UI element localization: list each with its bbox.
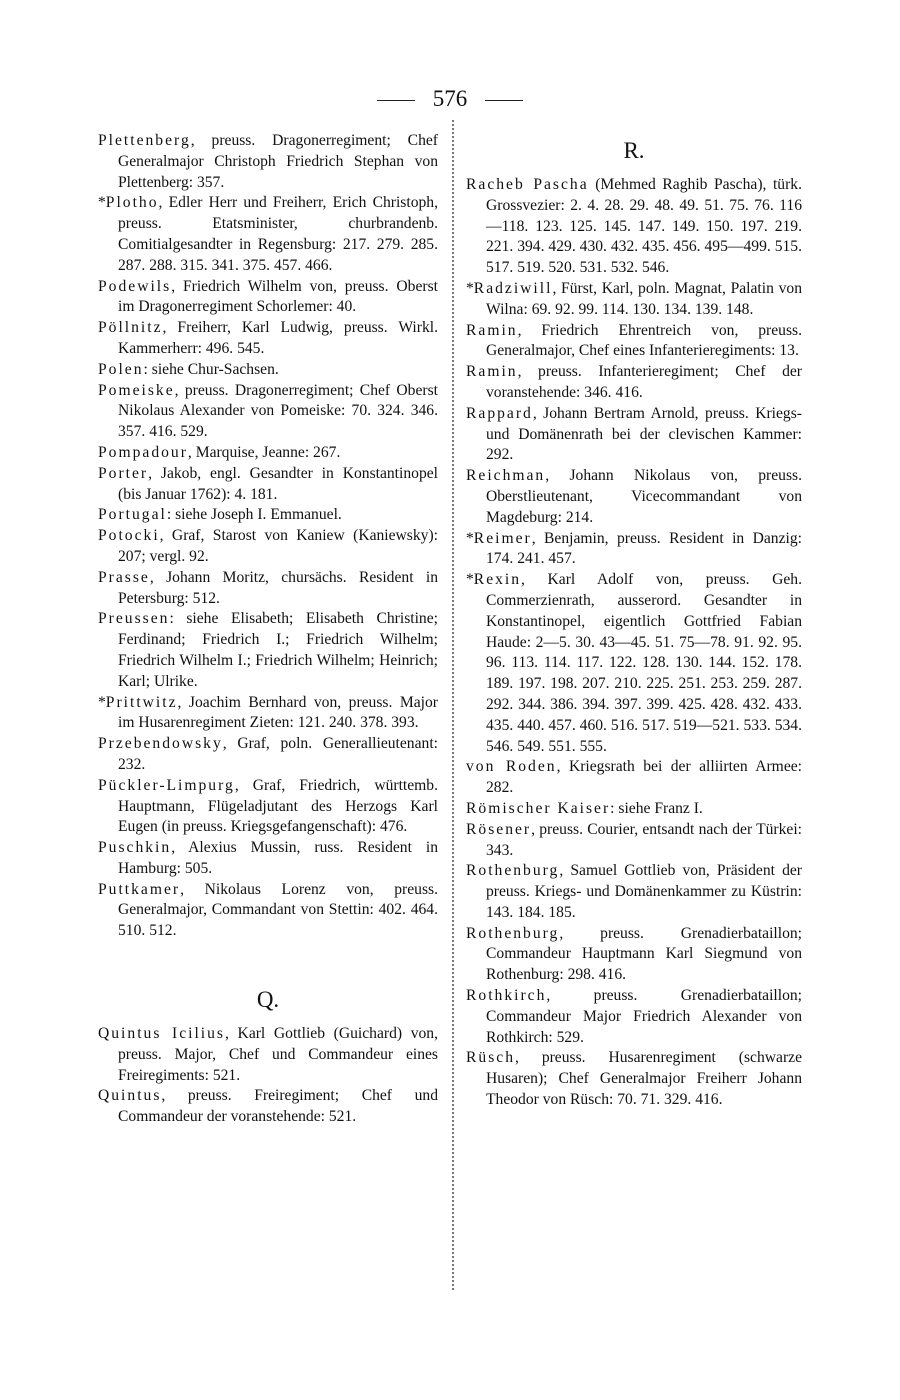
- index-entry: [98, 443, 438, 464]
- entry-term: Pompadour: [98, 443, 188, 461]
- entry-term: Römischer Kaiser: [466, 799, 611, 817]
- entry-text: , Graf, Friedrich, württemb. Hauptmann, Flügeladjutant des Herzogs Karl Eugen (in preuss. Kriegsgefangenschaft): 476.: [118, 776, 438, 836]
- entry-text: , Freiherr, Karl Ludwig, preuss. Wirkl. Kammerherr: 496. 545.: [118, 319, 438, 357]
- index-entry: [98, 360, 438, 381]
- index-entry: [98, 776, 438, 838]
- entry-text: , preuss. Dragonerregiment; Chef Generalmajor Christoph Friedrich Stephan von Plettenberg: 357.: [118, 132, 438, 191]
- index-entry: [98, 880, 438, 942]
- entry-term: Puttkamer: [98, 880, 181, 898]
- index-entry: [466, 986, 802, 1048]
- entry-text: , Johann Moritz, chursächs. Resident in Petersburg: 512.: [118, 568, 438, 607]
- index-entry: [466, 570, 802, 757]
- entry-text: , Samuel Gottlieb von, Präsident der preuss. Kriegs- und Domänenkammer zu Küstrin: 143. 184. 185.: [486, 862, 802, 921]
- entry-term: Pöllnitz: [98, 319, 163, 337]
- entry-text: , preuss. Grenadierbataillon; Commandeur Hauptmann Karl Siegmund von Rothenburg: 298. 416.: [486, 924, 802, 984]
- entry-term: Reimer: [473, 529, 532, 547]
- index-entry: [466, 466, 802, 528]
- entry-text: , Karl Adolf von, preuss. Geh. Commerzienrath, ausserord. Gesandter in Konstantinopel, eigentlich Gottfried Fabian Haude: 2—5. 30. 43—45. 51. 75—78. 91. 92. 95. 96. 113. 114. 117. 122. 128. 130. 144. 152. 178. 189. 197. 198. 207. 210. 225. 251. 253. 259. 287. 292. 344. 386. 394. 397. 399. 425. 428. 432. 433. 435. 440. 457. 460. 516. 517. 519—521. 533. 534. 546. 549. 551. 555.: [486, 571, 802, 755]
- page-header: [0, 84, 900, 114]
- entry-term: Rothenburg: [466, 862, 560, 880]
- entry-term: Prittwitz: [105, 693, 178, 711]
- entry-text: , Joachim Bernhard von, preuss. Major im Husarenregiment Zieten: 121. 240. 378. 393.: [118, 693, 438, 732]
- index-entry: [98, 381, 438, 443]
- column-divider: [452, 120, 454, 1290]
- entry-term: Quintus Icilius: [98, 1025, 226, 1043]
- entry-text: , Marquise, Jeanne: 267.: [187, 443, 341, 461]
- index-entry: [466, 820, 802, 862]
- entry-term: Pückler-Limpurg: [98, 776, 235, 794]
- entry-term: Podewils: [98, 277, 172, 295]
- entry-text: , Kriegsrath bei der alliirten Armee: 282.: [486, 758, 802, 797]
- entry-text: , Graf, Starost von Kaniew (Kaniewsky): 207; vergl. 92.: [118, 527, 438, 565]
- section-heading-q: Q.: [256, 987, 280, 1013]
- entry-text: , Friedrich Wilhelm von, preuss. Oberst im Dragonerregiment Schorlemer: 40.: [118, 277, 438, 316]
- index-entry: [98, 464, 438, 506]
- entry-term: Reichman: [466, 467, 546, 485]
- index-entry: [98, 693, 438, 735]
- entry-term: Ramin: [466, 363, 518, 381]
- entry-text: : siehe Joseph I. Emmanuel.: [166, 506, 342, 524]
- entry-term: Puschkin: [98, 839, 172, 857]
- index-entry: [98, 838, 438, 880]
- entry-text: , Jakob, engl. Gesandter in Konstantinopel (bis Januar 1762): 4. 181.: [118, 464, 438, 503]
- entry-text: , Alexius Mussin, russ. Resident in Hamburg: 505.: [118, 839, 438, 877]
- entry-term: Rösener: [466, 820, 532, 838]
- index-entry: [98, 318, 438, 360]
- entry-text: , Karl Gottlieb (Guichard) von, preuss. Major, Chef und Commandeur eines Freiregiments: 521.: [118, 1025, 438, 1084]
- index-entry: [98, 609, 438, 692]
- entry-term: Plettenberg: [98, 132, 191, 149]
- entry-text: (Mehmed Raghib Pascha), türk. Grossvezier: 2. 4. 28. 29. 48. 49. 51. 75. 76. 116—118. 123. 125. 145. 147. 149. 150. 197. 219. 221. 394. 429. 430. 432. 435. 456. 495—499. 515. 517. 519. 520. 531. 532. 546.: [486, 176, 802, 277]
- section-heading-r: R.: [623, 138, 645, 163]
- index-entry: [98, 526, 438, 568]
- index-entry: [466, 1048, 802, 1110]
- entry-text: , preuss. Freiregiment; Chef und Commandeur der voranstehende: 521.: [118, 1087, 438, 1126]
- entry-text: , preuss. Husarenregiment (schwarze Husaren); Chef Generalmajor Freiherr Johann Theodor von Rüsch: 70. 71. 329. 416.: [486, 1049, 802, 1109]
- header-rule-left: [377, 100, 415, 101]
- entry-star: *: [466, 571, 474, 589]
- index-entry: [98, 505, 438, 526]
- index-entry: [98, 1086, 438, 1128]
- entry-term: Przebendowsky: [98, 735, 223, 753]
- entry-term: Preussen: [98, 610, 170, 628]
- index-entry: [466, 529, 802, 571]
- entry-text: , Benjamin, preuss. Resident in Danzig: 174. 241. 457.: [486, 529, 802, 568]
- entry-term: Rappard: [466, 404, 533, 422]
- entry-text: : siehe Chur-Sachsen.: [143, 360, 279, 378]
- entry-term: Pomeiske: [98, 381, 175, 399]
- entry-star: *: [466, 279, 474, 297]
- index-entry: [466, 861, 802, 923]
- index-entry: [98, 734, 438, 776]
- entry-term: Polen: [98, 360, 144, 378]
- entry-term: Rothenburg: [466, 924, 560, 942]
- entry-text: , preuss. Infanterieregiment; Chef der voranstehende: 346. 416.: [486, 363, 802, 401]
- header-rule-right: [485, 100, 523, 101]
- entry-text: , Johann Bertram Arnold, preuss. Kriegs- und Domänenrath bei der clevischen Kammer: 292.: [486, 404, 802, 464]
- entry-term: Racheb Pascha: [466, 176, 589, 193]
- entry-text: , preuss. Dragonerregiment; Chef Oberst Nikolaus Alexander von Pomeiske: 70. 324. 346. 357. 416. 529.: [118, 381, 438, 441]
- entries-p: [98, 131, 438, 942]
- index-entry: [98, 568, 438, 610]
- entry-star: *: [98, 194, 106, 212]
- index-entry: [466, 321, 802, 363]
- entry-term: Plotho: [105, 194, 159, 212]
- index-entry: [98, 1024, 438, 1086]
- entry-term: Quintus: [98, 1087, 162, 1105]
- entry-text: , Fürst, Karl, poln. Magnat, Palatin von Wilna: 69. 92. 99. 114. 130. 134. 139. 148.: [486, 279, 802, 318]
- index-entry: [466, 757, 802, 799]
- index-entry: [466, 279, 802, 321]
- entries-r: [466, 175, 802, 1111]
- entry-term: Ramin: [466, 321, 518, 339]
- entries-q: [98, 1024, 438, 1128]
- index-entry: [466, 799, 802, 820]
- entry-term: Prasse: [98, 568, 150, 586]
- entry-text: , preuss. Grenadierbataillon; Commandeur Major Friedrich Alexander von Rothkirch: 529.: [486, 987, 802, 1046]
- index-entry: [466, 175, 802, 279]
- entry-term: von Roden: [466, 758, 557, 776]
- entry-term: Rexin: [473, 571, 522, 589]
- entry-text: , Graf, poln. Generallieutenant: 232.: [118, 735, 438, 773]
- right-column: [466, 131, 802, 1111]
- page-number: 576: [432, 86, 468, 111]
- entry-star: *: [98, 693, 106, 711]
- entry-text: , Edler Herr und Freiherr, Erich Christoph, preuss. Etatsminister, churbrandenb. Comitialgesandter in Regensburg: 217. 279. 285. 287. 288. 315. 341. 375. 457. 466.: [118, 194, 438, 274]
- entry-text: , Friedrich Ehrentreich von, preuss. Generalmajor, Chef eines Infanterieregiments: 13.: [486, 321, 802, 360]
- entry-term: Portugal: [98, 506, 167, 524]
- index-entry: [98, 277, 438, 319]
- index-entry: [98, 131, 438, 193]
- index-entry: [98, 193, 438, 276]
- entry-star: *: [466, 529, 474, 547]
- entry-text: , preuss. Courier, entsandt nach der Türkei: 343.: [486, 820, 802, 859]
- entry-text: , Nikolaus Lorenz von, preuss. Generalmajor, Commandant von Stettin: 402. 464. 510. 512.: [118, 880, 438, 940]
- index-entry: [466, 924, 802, 986]
- entry-term: Rothkirch: [466, 987, 547, 1005]
- entry-term: Rüsch: [466, 1049, 515, 1067]
- index-entry: [466, 362, 802, 404]
- entry-term: Radziwill: [473, 279, 553, 297]
- entry-text: : siehe Elisabeth; Elisabeth Christine; Ferdinand; Friedrich I.; Friedrich Wilhelm; Friedrich Wilhelm I.; Friedrich Wilhelm; Heinrich; Karl; Ulrike.: [118, 610, 438, 690]
- entry-term: Potocki: [98, 527, 160, 545]
- entry-text: : siehe Franz I.: [610, 799, 703, 817]
- entry-text: , Johann Nikolaus von, preuss. Oberstlieutenant, Vicecommandant von Magdeburg: 214.: [486, 467, 802, 526]
- index-entry: [466, 404, 802, 466]
- left-column: [98, 131, 438, 1128]
- entry-term: Porter: [98, 464, 149, 482]
